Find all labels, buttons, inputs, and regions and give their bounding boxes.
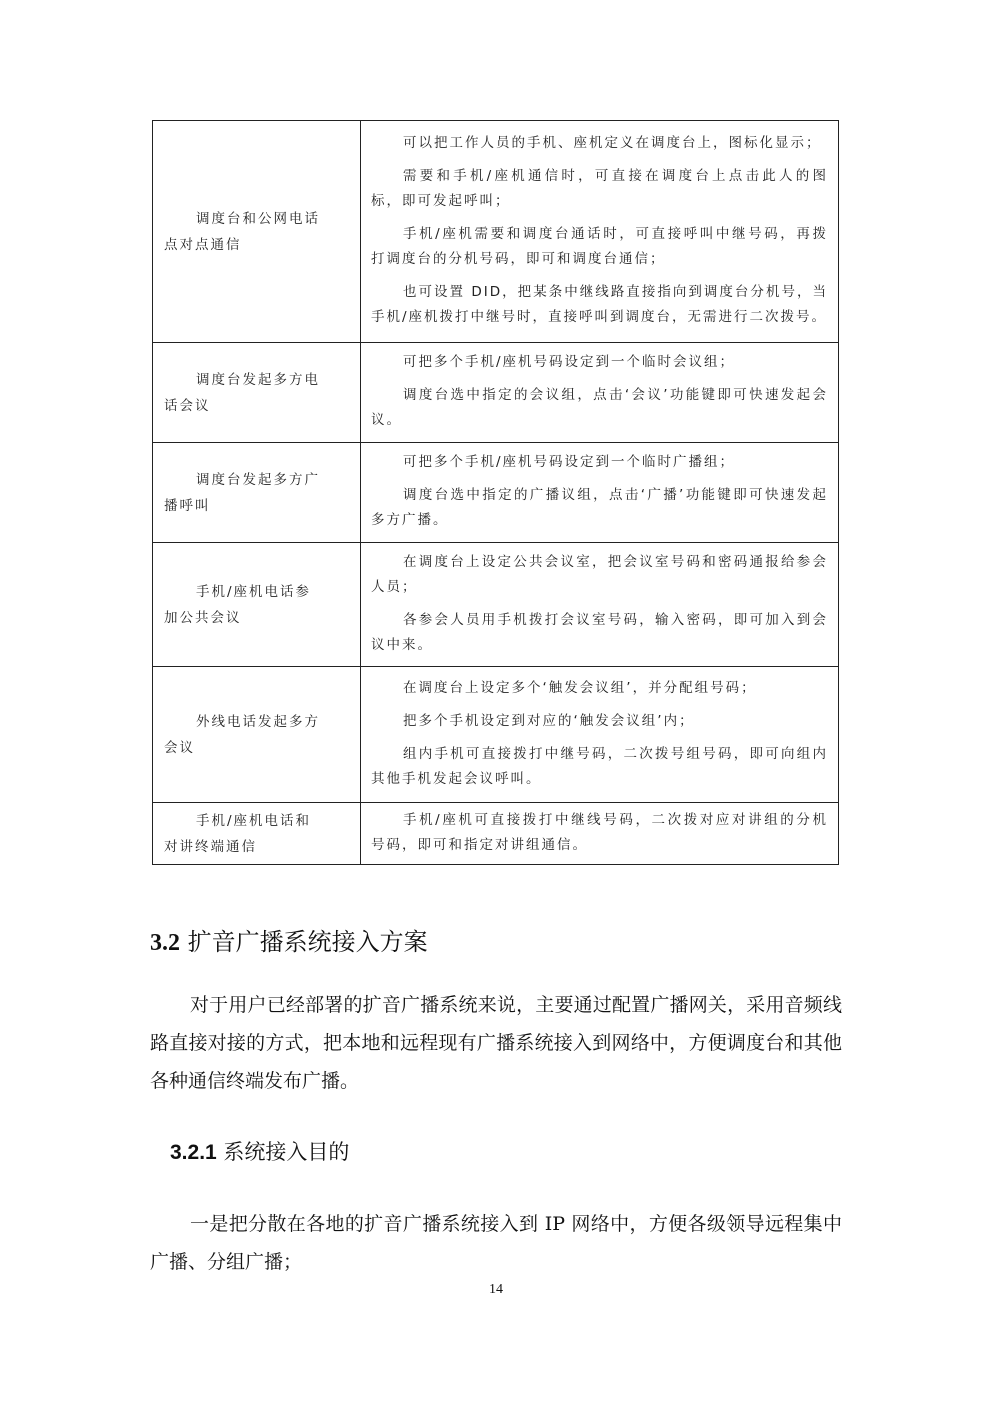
feature-desc-cell <box>361 443 839 543</box>
feature-name-line: 调度台发起多方广 <box>196 471 320 488</box>
feature-desc-cell <box>361 803 839 865</box>
feature-name-line: 点对点通信 <box>164 236 242 253</box>
feature-name-cell <box>153 343 361 443</box>
feature-desc-para: 各参会人员用手机拨打会议室号码，输入密码，即可加入到会议中来。 <box>371 611 828 653</box>
table-row <box>153 443 839 543</box>
table-row <box>153 343 839 443</box>
table-row <box>153 803 839 865</box>
feature-name-cell <box>153 543 361 667</box>
feature-name-line: 加公共会议 <box>164 609 242 626</box>
feature-name-line: 调度台和公网电话 <box>196 210 320 227</box>
feature-name-line: 对讲终端通信 <box>164 838 257 855</box>
feature-desc-cell <box>361 667 839 803</box>
table-row <box>153 667 839 803</box>
table-row <box>153 121 839 343</box>
section-number: 3.2 <box>150 930 180 956</box>
subsection-heading <box>170 1136 349 1166</box>
feature-desc-para: 把多个手机设定到对应的‘触发会议组’内； <box>403 712 695 729</box>
feature-desc-para: 在调度台上设定多个‘触发会议组’，并分配组号码； <box>403 679 757 696</box>
feature-name-line: 手机/座机电话和 <box>196 812 312 829</box>
feature-name-line: 手机/座机电话参 <box>196 583 312 600</box>
feature-desc-para: 可把多个手机/座机号码设定到一个临时会议组； <box>403 354 736 370</box>
section-heading <box>150 922 428 957</box>
feature-name-cell <box>153 443 361 543</box>
subsection-title: 系统接入目的 <box>223 1140 350 1164</box>
feature-desc-para: 可以把工作人员的手机、座机定义在调度台上，图标化显示； <box>403 135 822 151</box>
feature-desc-para: 可把多个手机/座机号码设定到一个临时广播组； <box>403 454 736 470</box>
feature-name-cell <box>153 121 361 343</box>
feature-name-line: 话会议 <box>164 397 211 414</box>
feature-name-line: 调度台发起多方电 <box>196 371 320 388</box>
feature-desc-para: 在调度台上设定公共会议室，把会议室号码和密码通报给参会人员； <box>371 553 828 595</box>
feature-desc-para: 调度台选中指定的广播议组，点击‘广播’功能键即可快速发起多方广播。 <box>371 487 828 528</box>
feature-name-line: 会议 <box>164 739 195 756</box>
feature-desc-para: 组内手机可直接拨打中继号码，二次拨号组号码，即可向组内其他手机发起会议呼叫。 <box>371 745 828 787</box>
feature-name-cell <box>153 803 361 865</box>
section-title: 扩音广播系统接入方案 <box>187 928 428 956</box>
feature-name-line: 外线电话发起多方 <box>196 713 320 730</box>
feature-table <box>152 120 839 865</box>
feature-desc-para: 手机/座机可直接拨打中继线号码，二次拨对应对讲组的分机号码，即可和指定对讲组通信。 <box>371 811 828 853</box>
feature-desc-cell <box>361 543 839 667</box>
page-number: 14 <box>489 1282 503 1297</box>
feature-desc-para: 也可设置 DID，把某条中继线路直接指向到调度台分机号，当手机/座机拨打中继号时，直接呼叫到调度台，无需进行二次拨号。 <box>371 284 828 325</box>
table-row <box>153 543 839 667</box>
feature-desc-para: 调度台选中指定的会议组，点击‘会议’功能键即可快速发起会议。 <box>371 387 828 428</box>
feature-desc-para: 手机/座机需要和调度台通话时，可直接呼叫中继号码，再拨打调度台的分机号码，即可和调度台通信； <box>371 226 828 267</box>
feature-desc-cell <box>361 121 839 343</box>
feature-desc-cell <box>361 343 839 443</box>
feature-name-cell <box>153 667 361 803</box>
subsection-paragraph: 一是把分散在各地的扩音广播系统接入到 IP 网络中，方便各级领导远程集中广播、分组广播； <box>150 1213 842 1273</box>
section-paragraph: 对于用户已经部署的扩音广播系统来说，主要通过配置广播网关，采用音频线路直接对接的方式，把本地和远程现有广播系统接入到网络中，方便调度台和其他各种通信终端发布广播。 <box>150 994 842 1092</box>
subsection-number: 3.2.1 <box>170 1141 217 1164</box>
feature-name-line: 播呼叫 <box>164 497 211 514</box>
feature-desc-para: 需要和手机/座机通信时，可直接在调度台上点击此人的图标，即可发起呼叫； <box>371 168 828 209</box>
